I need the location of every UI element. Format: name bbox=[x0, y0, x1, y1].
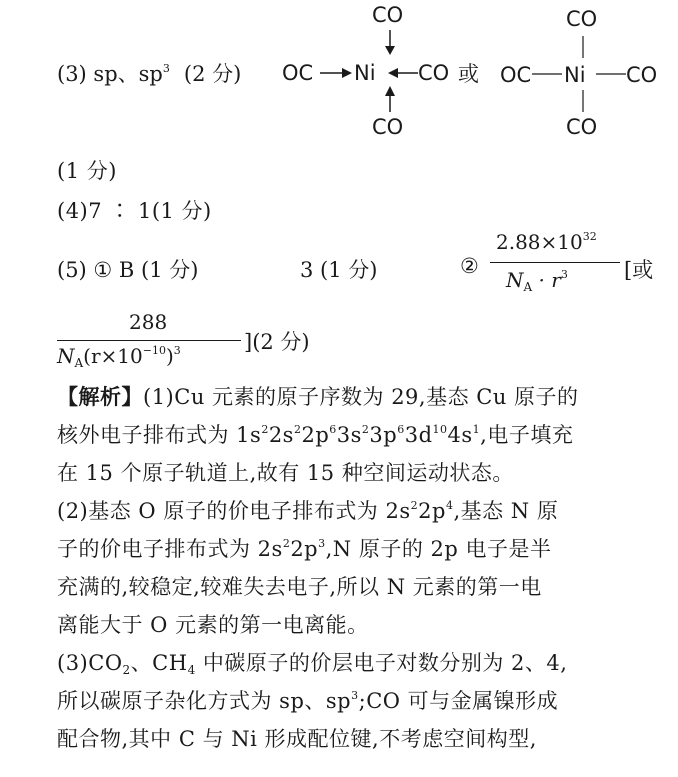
fraction-1-num-text: 2.88×10 bbox=[496, 230, 583, 254]
fraction-1-bar bbox=[490, 262, 620, 263]
fraction-1 bbox=[490, 230, 622, 300]
analysis-l1: (1)Cu 元素的原子序数为 29,基态 Cu 原子的 bbox=[143, 385, 579, 409]
l8sub1: 2 bbox=[122, 663, 131, 677]
analysis-line-6: 充满的,较稳定,较难失去电子,所以 N 元素的第一电 bbox=[57, 575, 542, 599]
l4b: 2p bbox=[418, 499, 446, 523]
analysis-line-3: 在 15 个原子轨道上,故有 15 种空间运动状态。 bbox=[57, 461, 514, 485]
or-text: 或 bbox=[458, 62, 479, 86]
fraction-2-denominator bbox=[57, 344, 181, 368]
l2h: ,电子填充 bbox=[480, 423, 574, 447]
l2s4: 2 bbox=[361, 423, 370, 436]
struct1-top: CO bbox=[372, 3, 404, 27]
l2e: 3p bbox=[369, 423, 398, 447]
part3-label bbox=[57, 58, 241, 88]
l8sub2: 4 bbox=[187, 663, 196, 677]
l2f: 3d bbox=[404, 423, 433, 447]
struct1-arrowhead-top bbox=[385, 46, 395, 55]
l2g: 4s bbox=[447, 423, 473, 447]
fraction-1-num-sup: 32 bbox=[582, 230, 597, 243]
struct1-left: OC bbox=[282, 61, 314, 85]
fraction-1-numerator bbox=[496, 230, 597, 254]
part3-score2: (1 分) bbox=[57, 159, 117, 183]
fraction-1-den-sub: A bbox=[523, 280, 533, 294]
l2s1: 2 bbox=[261, 423, 269, 436]
l2c: 2p bbox=[301, 423, 330, 447]
l2s5: 6 bbox=[397, 423, 405, 436]
part5b-tail: ](2 分) bbox=[244, 330, 310, 354]
l2a: 核外电子排布式为 1s bbox=[57, 423, 262, 447]
fraction-2-bar bbox=[57, 340, 241, 341]
l4s2: 4 bbox=[445, 499, 454, 512]
struct2-left: OC bbox=[500, 63, 532, 87]
analysis-line-10: 配合物,其中 C 与 Ni 形成配位键,不考虑空间构型, bbox=[57, 727, 537, 751]
l5s2: 3 bbox=[318, 537, 326, 550]
fraction-2 bbox=[57, 310, 247, 380]
l8b: 、CH bbox=[130, 651, 188, 675]
struct2-right: CO bbox=[626, 63, 658, 87]
fraction-2-den-n: N bbox=[57, 344, 75, 368]
fraction-2-den-body: (r×10 bbox=[83, 344, 143, 368]
struct1-arrowhead-left bbox=[342, 68, 352, 78]
struct2-bottom: CO bbox=[566, 115, 598, 139]
part5-tail: [或 bbox=[624, 258, 654, 282]
struct1-right: CO bbox=[418, 61, 450, 85]
l5s1: 2 bbox=[282, 537, 291, 550]
l9a: 所以碳原子杂化方式为 sp、sp bbox=[57, 689, 352, 713]
fraction-1-den-n: N bbox=[506, 268, 524, 292]
analysis-line-5 bbox=[57, 534, 552, 564]
l4s1: 2 bbox=[410, 499, 419, 512]
analysis-line-4 bbox=[57, 496, 558, 526]
l8c: 中碳原子的价层电子对数分别为 2、4, bbox=[195, 651, 568, 675]
part5-circ2: ② bbox=[460, 254, 479, 278]
fraction-1-den-r: · r bbox=[532, 268, 561, 292]
l2b: 2s bbox=[268, 423, 294, 447]
part3-sup: 3 bbox=[162, 62, 170, 75]
l9b: ;CO 可与金属镍形成 bbox=[358, 689, 559, 713]
l8a: (3)CO bbox=[57, 651, 123, 675]
analysis-title: 【解析】 bbox=[57, 385, 143, 409]
struct1-bottom: CO bbox=[372, 115, 404, 139]
l4c: ,基态 N 原 bbox=[453, 499, 559, 523]
l2d: 3s bbox=[336, 423, 362, 447]
l2s6: 10 bbox=[432, 423, 448, 436]
part5-mid: 3 (1 分) bbox=[300, 258, 378, 282]
analysis-line-7: 离能大于 O 元素的第一电离能。 bbox=[57, 613, 369, 637]
part3-score: (2 分) bbox=[183, 62, 242, 86]
struct2-top: CO bbox=[566, 7, 598, 31]
fraction-1-denominator bbox=[506, 268, 568, 292]
analysis-line-1 bbox=[57, 382, 579, 412]
fraction-1-den-sup: 3 bbox=[560, 268, 568, 281]
fraction-2-den-close: ) bbox=[165, 344, 174, 368]
analysis-line-8 bbox=[57, 648, 567, 678]
l2s3: 6 bbox=[329, 423, 337, 436]
fraction-2-den-sub: A bbox=[74, 356, 84, 370]
part5-label: (5) ① B (1 分) bbox=[57, 258, 199, 282]
l5b: 2p bbox=[290, 537, 319, 561]
ni-co-structure-lines bbox=[492, 4, 672, 144]
fraction-2-den-sup2: 3 bbox=[173, 344, 181, 357]
analysis-line-2 bbox=[57, 420, 573, 450]
struct1-center: Ni bbox=[354, 61, 376, 85]
l2s7: 1 bbox=[472, 423, 481, 436]
struct2-center: Ni bbox=[564, 63, 586, 87]
part3-label-text: (3) sp、sp bbox=[57, 62, 163, 86]
l9s1: 3 bbox=[351, 689, 359, 702]
l4a: (2)基态 O 原子的价电子排布式为 2s bbox=[57, 499, 411, 523]
part4-answer: (4)7 ∶ 1(1 分) bbox=[57, 199, 212, 223]
analysis-line-9 bbox=[57, 686, 558, 716]
fraction-2-numerator: 288 bbox=[129, 310, 168, 334]
l5c: ,N 原子的 2p 电子是半 bbox=[325, 537, 552, 561]
l5a: 子的价电子排布式为 2s bbox=[57, 537, 283, 561]
l2s2: 2 bbox=[293, 423, 302, 436]
fraction-2-den-sup: −10 bbox=[142, 344, 166, 357]
